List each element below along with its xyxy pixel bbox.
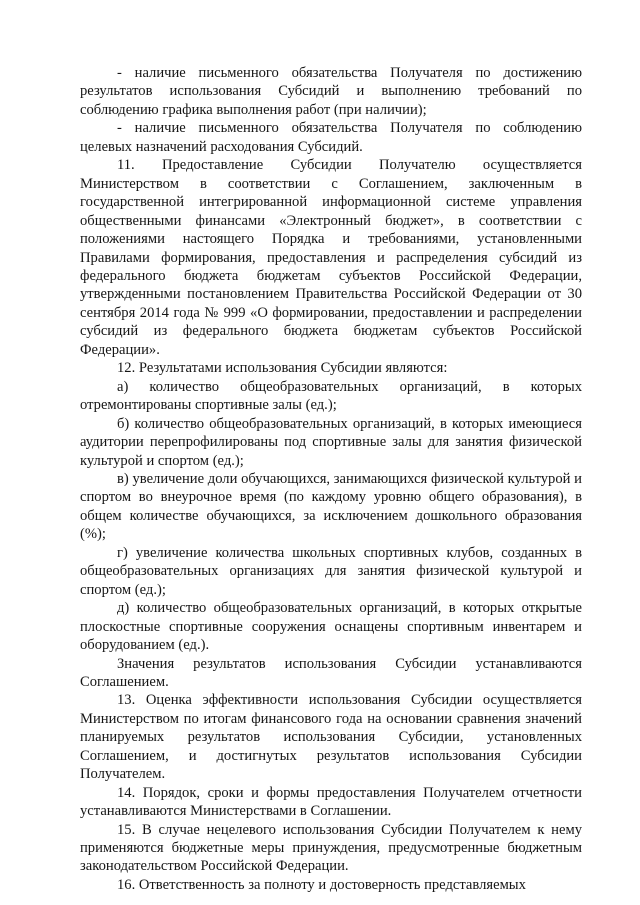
- paragraph-15-misuse-measures: 15. В случае нецелевого использования Субсидии Получателем к нему применяются бюджетные меры принуждения, предусмотренные бюджетным законодательством Российской Федерации.: [80, 821, 582, 875]
- paragraph-results-values: Значения результатов использования Субсидии устанавливаются Соглашением.: [80, 655, 582, 690]
- paragraph-12v-student-share: в) увеличение доли обучающихся, занимающихся физической культурой и спортом во внеурочное время (по каждому уровню общего образования), в общем количестве обучающихся, за исключением дошкольного образования (%);: [80, 470, 582, 543]
- paragraph-12g-sports-clubs: г) увеличение количества школьных спортивных клубов, созданных в общеобразовательных организациях для занятия физической культурой и спортом (ед.);: [80, 544, 582, 598]
- paragraph-written-obligation-results: - наличие письменного обязательства Получателя по достижению результатов использования Субсидий и выполнению требований по соблюдению графика выполнения работ (при наличии);: [80, 65, 582, 118]
- paragraph-13-efficiency-assessment: 13. Оценка эффективности использования Субсидии осуществляется Министерством по итогам финансового года на основании сравнения значений планируемых результатов использования Субсидии, установленных Соглашением, и достигнутых результатов использования Субсидии Получателем.: [80, 692, 582, 783]
- paragraph-14-reporting: 14. Порядок, сроки и формы предоставления Получателем отчетности устанавливаются Министерствами в Соглашении.: [80, 784, 582, 820]
- paragraph-12a-renovated-gyms: а) количество общеобразовательных организаций, в которых отремонтированы спортивные залы (ед.);: [80, 378, 582, 414]
- paragraph-12-results-heading: 12. Результатами использования Субсидии являются:: [117, 360, 448, 377]
- document-body: [80, 64, 582, 894]
- paragraph-12d-outdoor-facilities: д) количество общеобразовательных организаций, в которых открытые плоскостные спортивные сооружения оснащены спортивным инвентарем и оборудованием (ед.).: [80, 600, 582, 654]
- paragraph-12b-repurposed-rooms: б) количество общеобразовательных организаций, в которых имеющиеся аудитории перепрофилированы под спортивные залы для занятия физической культурой и спортом (ед.);: [80, 415, 582, 469]
- paragraph-16-responsibility: 16. Ответственность за полноту и достоверность представляемых: [117, 876, 526, 893]
- paragraph-written-obligation-targets: - наличие письменного обязательства Получателя по соблюдению целевых назначений расходования Субсидий.: [80, 120, 582, 155]
- paragraph-11-subsidy-provision: 11. Предоставление Субсидии Получателю осуществляется Министерством в соответствии с Соглашением, заключенным в государственной интегрированной информационной системе управления общественными финансами «Электронный бюджет», в соответствии с положениями настоящего Порядка и требованиями, установленными Правилами формирования, предоставления и распределения субсидий из федерального бюджета бюджетам субъектов Российской Федерации, утвержденными постановлением Правительства Российской Федерации от 30 сентября 2014 года № 999 «О формировании, предоставлении и распределении субсидий из федерального бюджета бюджетам субъектов Российской Федерации».: [80, 157, 582, 358]
